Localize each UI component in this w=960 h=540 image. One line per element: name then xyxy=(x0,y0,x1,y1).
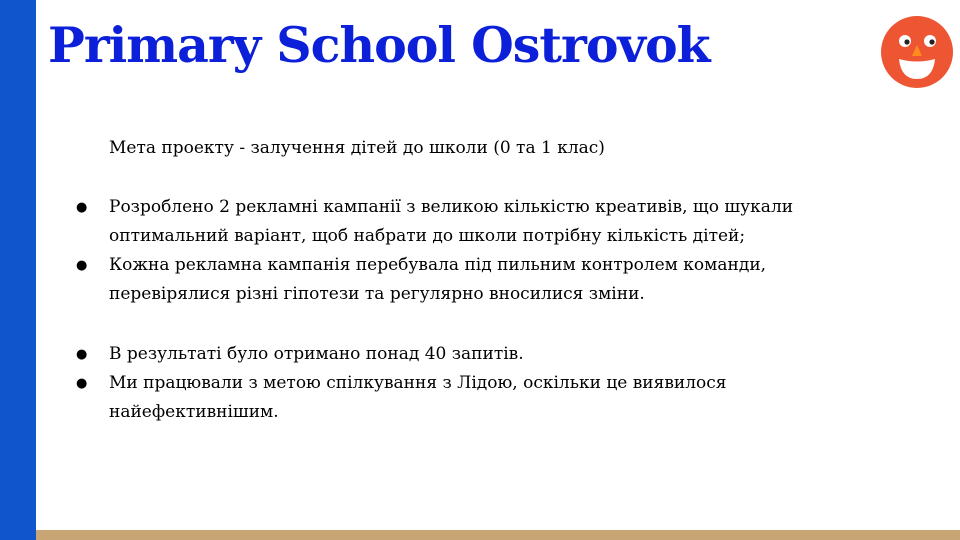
bullet-item-communication xyxy=(0,369,879,427)
bullet-text-line: Розроблено 2 рекламні кампанії з великою кількістю креативів, що шукали xyxy=(109,197,794,217)
bullet-text-line: оптимальний варіант, щоб набрати до школи потрібну кількість дітей; xyxy=(109,226,746,246)
bullet-text-line: перевірялися різні гіпотези та регулярно вносилися зміни. xyxy=(109,284,645,304)
bullet-dot-icon: ● xyxy=(76,200,88,215)
bullet-item-control xyxy=(0,251,879,309)
slide-title: Primary School Ostrovok xyxy=(48,16,710,74)
bullet-text-line: Ми працювали з метою спілкування з Лідою, оскільки це виявилося xyxy=(109,373,727,393)
bullet-item-campaigns xyxy=(0,193,879,251)
bullet-text-line: Кожна рекламна кампанія перебувала під пильним контролем команди, xyxy=(109,255,767,275)
bullet-text-line: найефективнішим. xyxy=(109,402,279,422)
bullet-dot-icon: ● xyxy=(76,376,88,391)
bullet-list-campaigns xyxy=(0,193,879,309)
bullet-item-results xyxy=(0,340,879,369)
bullet-list-results xyxy=(0,340,879,427)
bullet-dot-icon: ● xyxy=(76,347,88,362)
project-goal-text: Мета проекту - залучення дітей до школи (0 та 1 клас) xyxy=(109,138,605,158)
bullet-dot-icon: ● xyxy=(76,258,88,273)
bullet-text-line: В результаті було отримано понад 40 запитів. xyxy=(109,344,524,364)
